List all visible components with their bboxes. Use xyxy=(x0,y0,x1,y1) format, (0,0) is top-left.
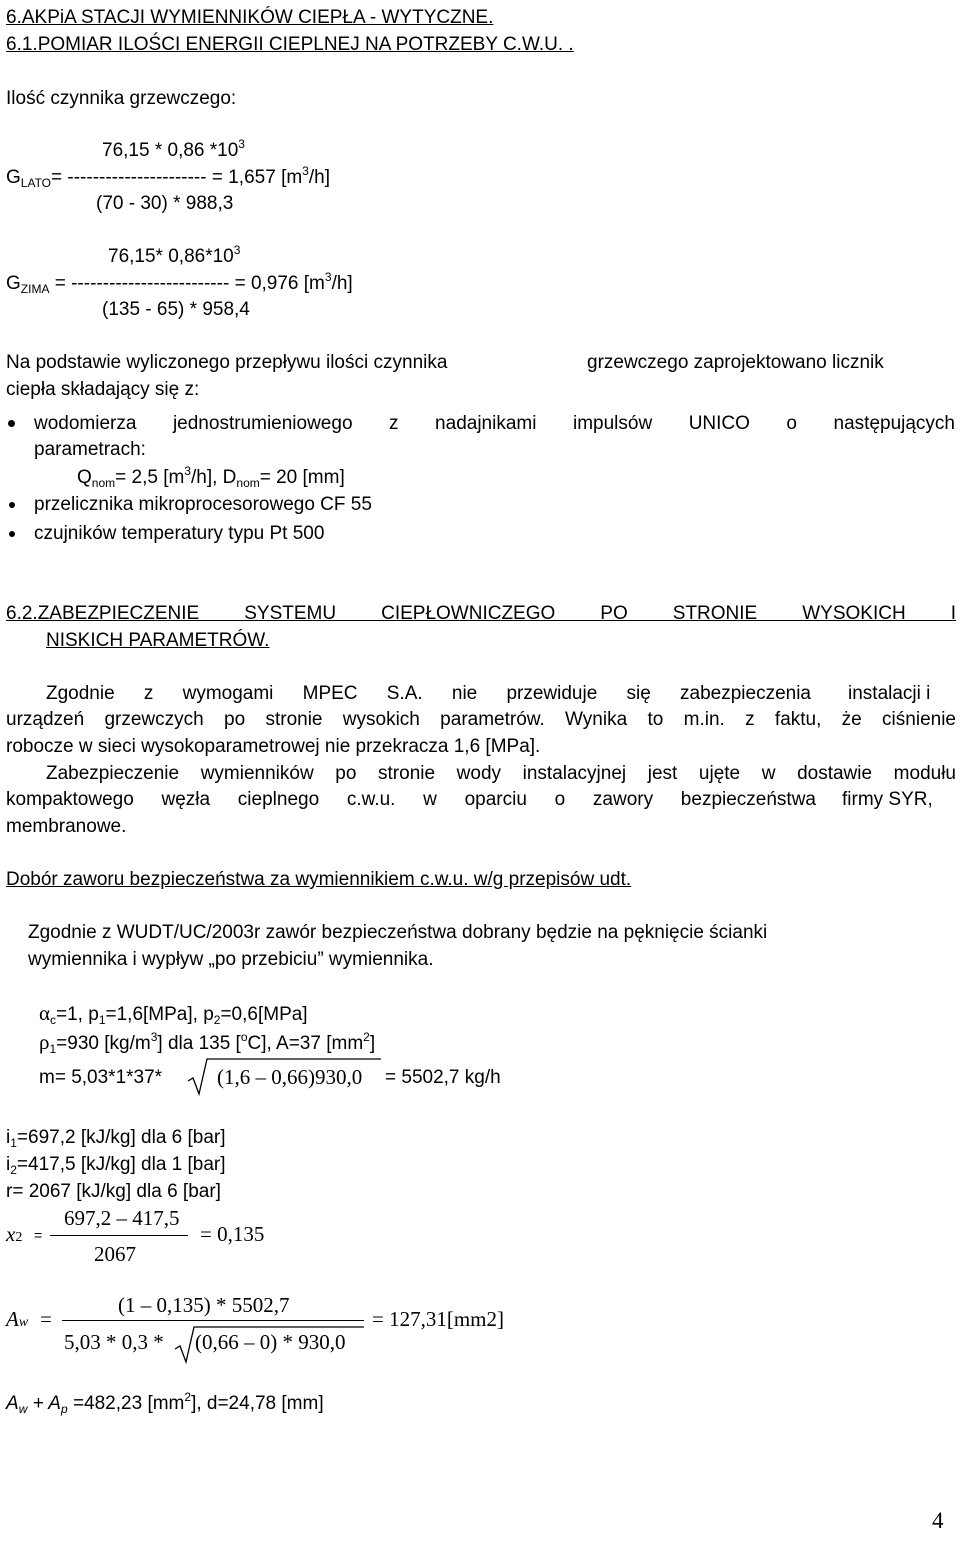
heading-line-1: 6.AKPiA STACJI WYMIENNIKÓW CIEPŁA - WYTYCZNE. xyxy=(6,7,494,28)
section-2-p2-line-3: membranowe. xyxy=(6,816,127,837)
meter-intro-line-2: ciepła składający się z: xyxy=(6,379,200,400)
aw-equals: = xyxy=(40,1307,52,1331)
mass-flow-result: = 5502,7 kg/h xyxy=(385,1067,501,1088)
flow-label: Ilość czynnika grzewczego: xyxy=(6,88,237,109)
page-number: 4 xyxy=(932,1508,944,1533)
x2-equals: = xyxy=(34,1227,43,1243)
meter-bullet-1-line-1: wodomierza jednostrumieniowego z nadajnikami impulsów UNICO o następujących xyxy=(34,413,955,434)
enthalpy-i2: $i_2=417,5$ [kJ/kg] dla 1 [bar] xyxy=(6,1154,226,1177)
bullet-icon xyxy=(8,420,15,427)
lato-denominator: (70 - 30) * 988,3 xyxy=(96,193,234,214)
enthalpy-i1: $i_1=697,2$ [kJ/kg] dla 6 [bar] xyxy=(6,1127,226,1150)
aw-denominator-a: 5,03 * 0,3 * xyxy=(64,1330,164,1354)
section-2-title-line-1: 6.2.ZABEZPIECZENIE SYSTEMU CIEPŁOWNICZEGO PO STRONIE WYSOKICH I xyxy=(6,603,956,624)
section-2-p1-line-2: urządzeń grzewczych po stronie wysokich parametrów. Wynika to m.in. z faktu, że ciśnienie xyxy=(6,709,956,730)
meter-intro-line-1a: Na podstawie wyliczonego przepływu ilości czynnika xyxy=(6,352,448,373)
section-2-p2-line-1: Zabezpieczenie wymienników po stronie wody instalacyjnej jest ujęte w dostawie modułu xyxy=(46,763,956,784)
latent-heat-r: r= 2067 [kJ/kg] dla 6 [bar] xyxy=(6,1181,221,1202)
valve-p-line-1: Zgodnie z WUDT/UC/2003r zawór bezpieczeństwa dobrany będzie na pęknięcie ścianki xyxy=(28,922,768,943)
meter-intro-line-1b: grzewczego zaprojektowano licznik xyxy=(587,352,884,373)
zima-equation: $G_{ZIMA}$ = ------------------------- = 0,976 $[m^3/h]$ xyxy=(6,270,353,296)
x2-result: = 0,135 xyxy=(200,1222,265,1246)
meter-bullet-2: przelicznika mikroprocesorowego CF 55 xyxy=(34,494,372,515)
x2-denominator: 2067 xyxy=(94,1242,136,1266)
x2-symbol: x2 xyxy=(6,1222,23,1246)
mass-flow-sqrt-arg: (1,6 – 0,66)930,0 xyxy=(217,1065,363,1089)
section-2-p2-line-2a: kompaktowego węzła cieplnego c.w.u. w oparciu o zawory bezpieczeństwa xyxy=(6,789,816,810)
aw-result: = 127,31[mm2] xyxy=(372,1307,504,1331)
heading-line-2: 6.1.POMIAR ILOŚCI ENERGII CIEPLNEJ NA POTRZEBY C.W.U. . xyxy=(6,34,574,55)
zima-denominator: (135 - 65) * 958,4 xyxy=(102,299,250,320)
zima-numerator: 76,15* $0,86*10^3$ xyxy=(108,243,241,267)
lato-equation: $G_{LATO}=$ ---------------------- = 1,657 $[m^3/h]$ xyxy=(6,164,330,190)
aw-denominator-b: (0,66 – 0) * 930,0 xyxy=(195,1330,346,1354)
x2-numerator: 697,2 – 417,5 xyxy=(64,1206,180,1230)
valve-params-alpha: $\alpha_c=1$, $p_1=1,6[MPa]$, $p_2=0,6[MPa]$ xyxy=(39,1001,308,1027)
lato-numerator: 76,15 * 0,86 $*10^3$ xyxy=(102,137,245,161)
section-2-title-line-2: NISKICH PARAMETRÓW. xyxy=(46,630,270,651)
valve-title: Dobór zaworu bezpieczeństwa za wymiennikiem c.w.u. w/g przepisów udt. xyxy=(6,869,632,890)
meter-bullet-3: czujników temperatury typu Pt 500 xyxy=(34,523,325,544)
section-2-p1-line-1b: instalacji i xyxy=(848,683,931,704)
x2-fraction-bar xyxy=(50,1235,188,1236)
meter-params: $Q_{nom}= 2,5$ $[m^3/h]$, $D_{nom}= 20$ [mm] xyxy=(77,464,345,490)
bullet-icon xyxy=(9,502,15,508)
mass-flow-label: m= 5,03*1*37* xyxy=(39,1067,163,1088)
total-area-line: $A_w + A_p =482,23$ $[mm^2]$, d=24,78 [mm] xyxy=(6,1390,324,1416)
valve-p-line-2: wymiennika i wypływ „po przebiciu” wymiennika. xyxy=(28,949,434,970)
section-2-p1-line-3: robocze w sieci wysokoparametrowej nie przekracza 1,6 [MPa]. xyxy=(6,736,541,757)
aw-fraction-bar xyxy=(62,1320,364,1321)
meter-bullet-1-line-2: parametrach: xyxy=(34,439,146,460)
aw-symbol: Aw xyxy=(6,1307,29,1331)
valve-params-rho: $\rho_1=930$ $[kg/m^3]$ dla 135 [$^o$C], A=37 $[mm^2]$ xyxy=(39,1030,376,1056)
bullet-icon xyxy=(9,531,15,537)
section-2-p1-line-1a: Zgodnie z wymogami MPEC S.A. nie przewiduje się zabezpieczenia xyxy=(46,683,811,704)
section-2-p2-line-2b: firmy SYR, xyxy=(842,789,933,810)
aw-numerator: (1 – 0,135) * 5502,7 xyxy=(118,1293,290,1317)
